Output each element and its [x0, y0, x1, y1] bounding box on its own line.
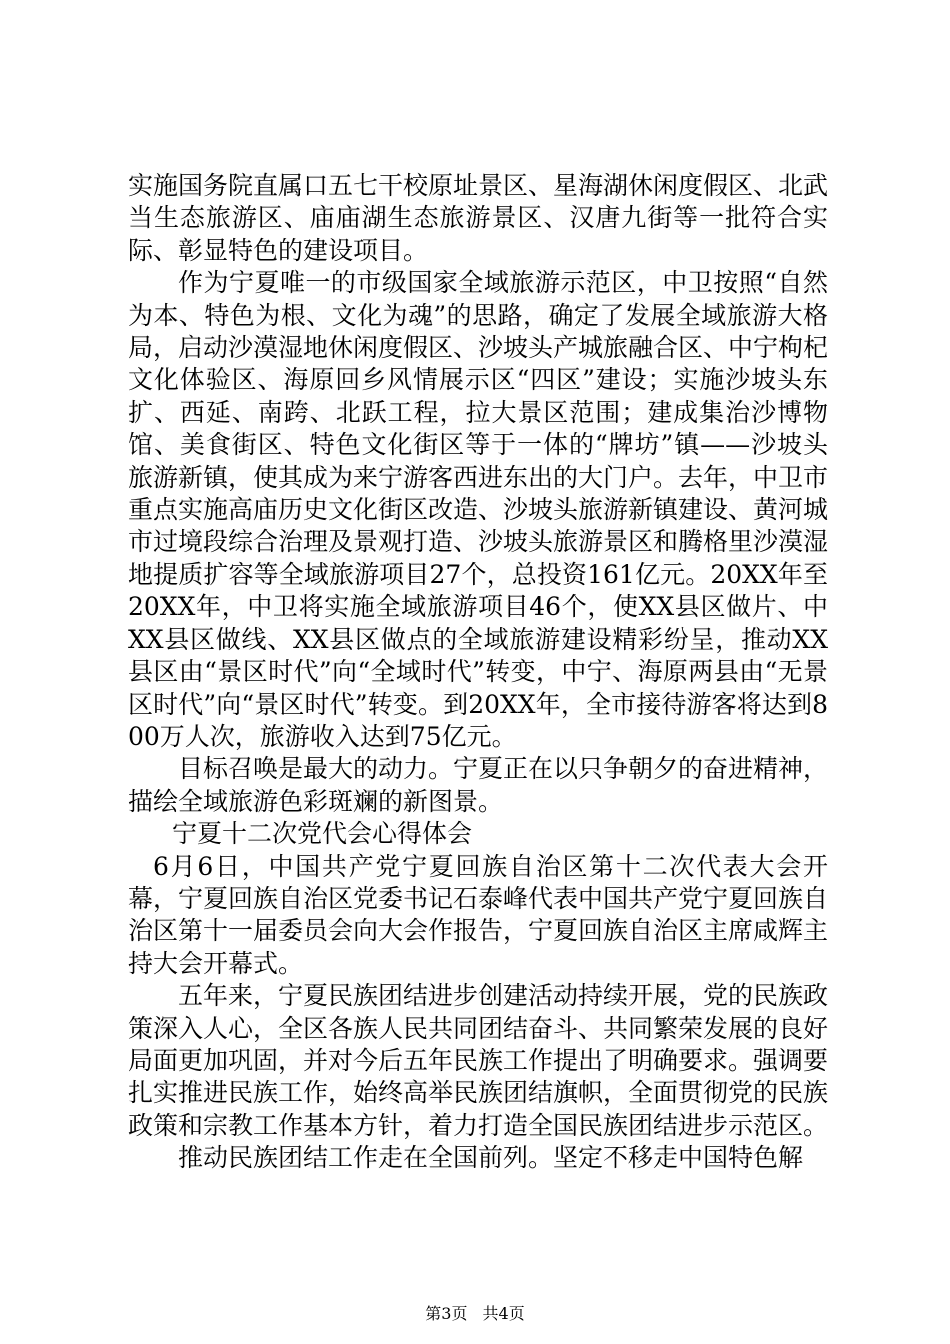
- page-number-current: 第3页: [425, 1304, 468, 1323]
- paragraph-continuation: 实施国务院直属口五七干校原址景区、星海湖休闲度假区、北武当生态旅游区、庙庙湖生态旅游景区、汉唐九街等一批符合实际、彰显特色的建设项目。: [128, 171, 829, 265]
- paragraph-goal: 目标召唤是最大的动力。宁夏正在以只争朝夕的奋进精神，描绘全域旅游色彩斑斓的新图景。: [128, 754, 829, 816]
- paragraph-congress-opening: 6月6日，中国共产党宁夏回族自治区第十二次代表大会开幕，宁夏回族自治区党委书记石泰峰代表中国共产党宁夏回族自治区第十一届委员会向大会作报告，宁夏回族自治区主席咸辉主持大会开幕式。: [128, 851, 829, 978]
- page-footer: [0, 1304, 950, 1324]
- document-body: [128, 170, 828, 1175]
- paragraph-five-years: 五年来，宁夏民族团结进步创建活动持续开展，党的民族政策深入人心，全区各族人民共同团结奋斗、共同繁荣发展的良好局面更加巩固，并对今后五年民族工作提出了明确要求。强调要扎实推进民族工作，始终高举民族团结旗帜，全面贯彻党的民族政策和宗教工作基本方针，着力打造全国民族团结进步示范区。: [128, 981, 829, 1140]
- section-heading: 宁夏十二次党代会心得体会: [172, 819, 473, 849]
- paragraph-ethnic-unity: 推动民族团结工作走在全国前列。坚定不移走中国特色解: [178, 1143, 804, 1173]
- paragraph-tourism-demo-zone: 作为宁夏唯一的市级国家全域旅游示范区，中卫按照“自然为本、特色为根、文化为魂”的思路，确定了发展全域旅游大格局，启动沙漠湿地休闲度假区、沙坡头产城旅融合区、中宁枸杞文化体验区、海原回乡风情展示区“四区”建设；实施沙坡头东扩、西延、南跨、北跃工程，拉大景区范围；建成集治沙博物馆、美食街区、特色文化街区等于一体的“牌坊”镇——沙坡头旅游新镇，使其成为来宁游客西进东出的大门户。去年，中卫市重点实施高庙历史文化街区改造、沙坡头旅游新镇建设、黄河城市过境段综合治理及景观打造、沙坡头旅游景区和腾格里沙漠湿地提质扩容等全域旅游项目27个，总投资161亿元。20XX年至20XX年，中卫将实施全域旅游项目46个，使XX县区做片、中XX县区做线、XX县区做点的全域旅游建设精彩纷呈，推动XX县区由“景区时代”向“全域时代”转变，中宁、海原两县由“无景区时代”向“景区时代”转变。到20XX年，全市接待游客将达到800万人次，旅游收入达到75亿元。: [128, 268, 829, 751]
- page-number-total: 共4页: [482, 1304, 525, 1323]
